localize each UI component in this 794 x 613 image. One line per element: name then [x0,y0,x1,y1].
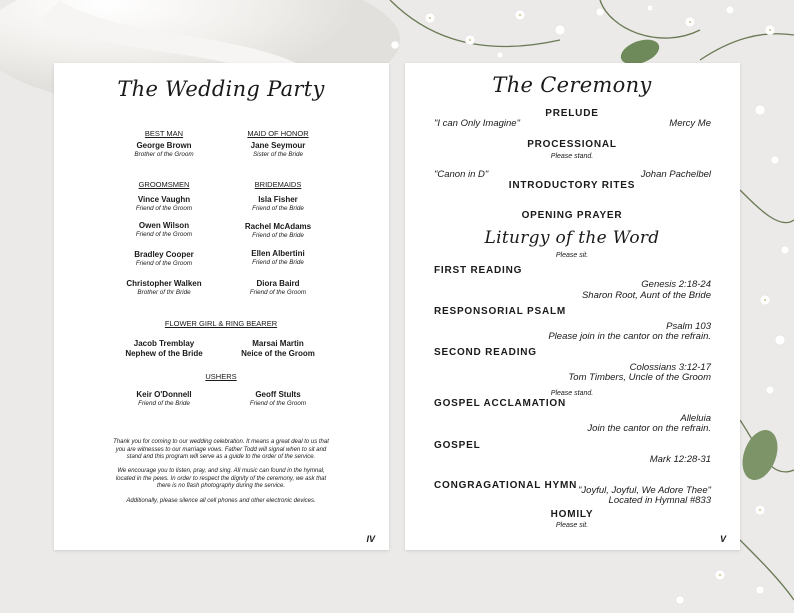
first-reading-heading: FIRST READING [434,265,523,276]
flower-girl-name: Marsai Martin [252,339,304,348]
flower-ring-heading: FLOWER GIRL & RING BEARER [164,319,278,328]
processional-note: Please stand. [550,153,594,160]
bridesmaid-relation: Friend of the Groom [249,289,307,296]
ring-bearer-name: Jacob Tremblay [133,339,195,348]
music-note: We encourage you to listen, pray, and sing. All music can found in the hymnal, located in the pews. In order to respect the dignity of the ceremony, we ask that there is no flash photography during the service. [115,468,327,490]
bridesmaid-relation: Friend of the Bride [252,205,304,212]
page-title: The Wedding Party [117,77,325,101]
processional-heading: PROCESSIONAL [527,139,617,150]
bridesmaid-name: Rachel McAdams [244,222,312,231]
ring-bearer-relation: Nephew of the Bride [125,349,203,358]
first-reading-reader: Sharon Root, Aunt of the Bride [581,290,711,301]
maid-of-honor-heading: MAID OF HONOR [247,129,309,138]
bridesmaids-heading: BRIDEMAIDS [254,180,302,189]
bridesmaid-relation: Friend of the Bride [252,259,304,266]
processional-artist: Johan Pachelbel [640,169,711,180]
page-title: The Ceremony [492,73,652,97]
groomsman-name: Bradley Cooper [134,250,194,259]
psalm-heading: RESPONSORIAL PSALM [434,306,567,317]
hymn-location: Located in Hymnal #833 [608,495,711,506]
gospel-ref: Mark 12:28-31 [649,454,711,465]
best-man-name: George Brown [136,141,192,150]
thank-you-note: Thank you for coming to our wedding celebration. It means a great deal to us that you are witnesses to our marriage vows. Father Todd will signal when to sit and stand and this program will serve as a guide to the order of the service. [113,439,329,461]
usher-relation: Friend of the Groom [249,400,307,407]
groomsman-relation: Brother of thr Bride [137,289,191,296]
maid-of-honor-relation: Sister of the Bride [252,151,304,158]
second-reading-note: Please stand. [550,390,594,397]
homily-heading: HOMILY [550,509,594,520]
prelude-piece: "I can Only Imagine" [434,118,520,129]
usher-relation: Friend of the Bride [138,400,190,407]
groomsman-name: Owen Wilson [138,221,190,230]
processional-piece: "Canon in D" [434,169,489,180]
acclamation-instruction: Join the cantor on the refrain. [587,423,711,434]
best-man-heading: BEST MAN [144,129,184,138]
page-number: IV [366,534,375,544]
liturgy-note: Please sit. [555,252,589,259]
bridesmaid-name: Ellen Albertini [251,249,305,258]
groomsman-relation: Friend of the Groom [135,260,193,267]
prelude-artist: Mercy Me [669,118,711,129]
groomsman-relation: Friend of the Groom [135,231,193,238]
gospel-heading: GOSPEL [434,440,481,451]
introductory-rites-heading: INTRODUCTORY RITES [508,180,636,191]
usher-name: Keir O'Donnell [136,390,192,399]
wedding-party-page [54,63,389,550]
prelude-heading: PRELUDE [545,108,599,119]
second-reading-ref: Colossians 3:12-17 [629,362,711,373]
devices-note: Additionally, please silence all cell phones and other electronic devices. [126,498,316,504]
groomsman-name: Vince Vaughn [137,195,191,204]
psalm-ref: Psalm 103 [666,321,711,332]
ushers-heading: USHERS [205,372,237,381]
liturgy-title: Liturgy of the Word [484,228,660,248]
bridesmaid-relation: Friend of the Bride [252,232,304,239]
maid-of-honor-name: Jane Seymour [250,141,306,150]
flower-girl-relation: Neice of the Groom [241,349,315,358]
usher-name: Geoff Stults [255,390,301,399]
homily-note: Please sit. [555,522,589,529]
hymn-heading: CONGRAGATIONAL HYMN [434,480,578,491]
acclamation-ref: Alleluia [680,413,711,424]
bridesmaid-name: Diora Baird [256,279,300,288]
hymn-title: "Joyful, Joyful, We Adore Thee" [578,485,711,496]
page-number: V [719,534,726,544]
first-reading-ref: Genesis 2:18-24 [641,279,711,290]
opening-prayer-heading: OPENING PRAYER [521,210,623,221]
second-reading-heading: SECOND READING [434,347,537,358]
psalm-instruction: Please join in the cantor on the refrain. [548,331,711,342]
groomsman-name: Christopher Walken [126,279,202,288]
acclamation-heading: GOSPEL ACCLAMATION [434,398,566,409]
groomsmen-heading: GROOMSMEN [138,180,190,189]
bridesmaid-name: Isla Fisher [258,195,298,204]
second-reading-reader: Tom Timbers, Uncle of the Groom [568,372,711,383]
groomsman-relation: Friend of the Groom [135,205,193,212]
best-man-relation: Brother of the Groom [134,151,194,158]
ceremony-page [405,63,740,550]
